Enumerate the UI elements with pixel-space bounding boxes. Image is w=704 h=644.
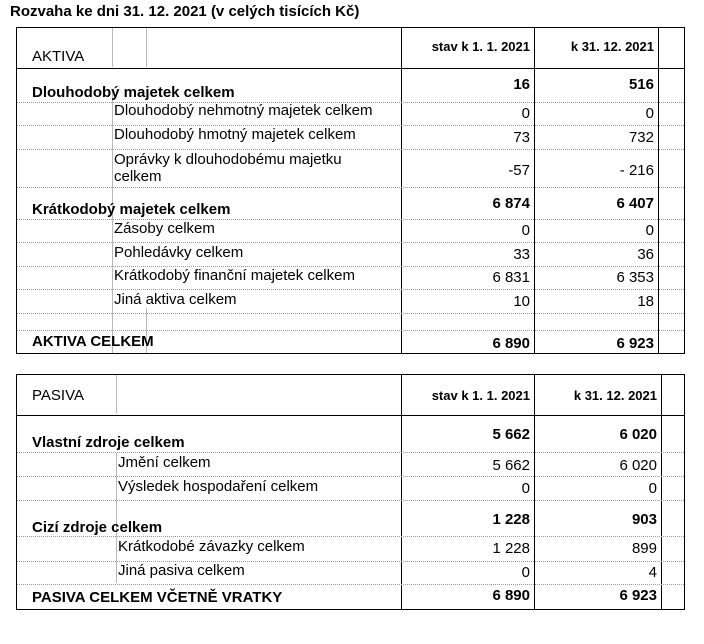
row-value-start: 73: [513, 129, 530, 146]
row-value-start: 5 662: [492, 426, 530, 443]
row-label: Jiná pasiva celkem: [118, 562, 245, 579]
row-label: Výsledek hospodaření celkem: [118, 478, 319, 495]
column-header-end: k 31. 12. 2021: [573, 388, 657, 403]
row-value-end: 899: [631, 540, 657, 557]
row-value-end: 18: [637, 293, 654, 310]
total-label: PASIVA CELKEM VČETNĚ VRATKY: [32, 589, 283, 606]
row-value-end: 516: [628, 76, 654, 93]
row-label: Dlouhodobý nehmotný majetek celkem: [114, 102, 373, 119]
col-divider: [116, 453, 117, 583]
row-value-end: 6 020: [619, 457, 657, 474]
row-separator: [17, 536, 684, 537]
row-value-end: 4: [648, 564, 657, 581]
row-separator: [17, 289, 684, 290]
row-value-end: 0: [648, 480, 657, 497]
column-header-start: stav k 1. 1. 2021: [431, 388, 530, 403]
row-label: Krátkodobý majetek celkem: [32, 201, 231, 218]
column-header-start: stav k 1. 1. 2021: [431, 39, 530, 54]
row-value-end: 732: [628, 129, 654, 146]
row-value-start: 16: [513, 76, 530, 93]
row-value-end: 0: [645, 222, 654, 239]
row-value-start: 0: [521, 222, 530, 239]
row-value-start: 1 228: [492, 540, 530, 557]
column-header-end: k 31. 12. 2021: [570, 39, 654, 54]
row-value-start: 5 662: [492, 457, 530, 474]
total-value-end: 6 923: [616, 335, 654, 352]
row-label: Krátkodobý finanční majetek celkem: [114, 267, 355, 284]
page-title: Rozvaha ke dni 31. 12. 2021 (v celých tisících Kč): [10, 3, 360, 20]
row-separator: [17, 313, 684, 314]
row-label: Vlastní zdroje celkem: [32, 434, 185, 451]
row-value-start: 33: [513, 246, 530, 263]
row-value-start: 0: [521, 105, 530, 122]
col-divider: [146, 28, 147, 67]
row-label: Jiná aktiva celkem: [114, 291, 237, 308]
col-divider: [658, 28, 659, 353]
pasiva-heading: PASIVA: [32, 387, 84, 404]
row-separator: [17, 500, 684, 501]
row-label: Pohledávky celkem: [114, 244, 244, 261]
row-label: Dlouhodobý hmotný majetek celkem: [114, 126, 356, 143]
row-separator: [17, 476, 684, 477]
row-value-end: 6 020: [619, 426, 657, 443]
pasiva-table: [16, 374, 685, 610]
row-value-end: 6 353: [616, 269, 654, 286]
header-separator: [17, 415, 684, 416]
row-value-end: - 216: [619, 162, 654, 179]
row-separator: [17, 330, 684, 331]
row-separator: [17, 187, 684, 188]
row-value-start: 6 874: [492, 195, 530, 212]
row-value-start: 0: [521, 480, 530, 497]
row-value-start: 10: [513, 293, 530, 310]
row-value-end: 6 407: [616, 195, 654, 212]
row-separator: [17, 149, 684, 150]
total-value-end: 6 923: [619, 587, 657, 604]
row-label: Cizí zdroje celkem: [32, 519, 163, 536]
row-label: Krátkodobé závazky celkem: [118, 538, 305, 555]
row-separator: [17, 584, 684, 585]
row-label: Zásoby celkem: [114, 220, 215, 237]
row-value-start: 6 831: [492, 269, 530, 286]
header-separator: [17, 68, 684, 69]
row-label: Dlouhodobý majetek celkem: [32, 84, 235, 101]
row-label: Jmění celkem: [118, 454, 211, 471]
total-label: AKTIVA CELKEM: [32, 333, 154, 350]
total-value-start: 6 890: [492, 587, 530, 604]
col-divider: [112, 28, 113, 67]
aktiva-table: [16, 27, 685, 354]
col-divider: [661, 375, 662, 609]
row-value-start: 1 228: [492, 511, 530, 528]
row-separator: [17, 452, 684, 453]
row-value-start: -57: [508, 162, 530, 179]
row-value-end: 0: [645, 105, 654, 122]
col-divider: [116, 375, 117, 413]
row-label: Oprávky k dlouhodobému majetku celkem: [114, 151, 342, 185]
row-value-start: 0: [521, 564, 530, 581]
aktiva-heading: AKTIVA: [32, 48, 85, 65]
row-separator: [17, 242, 684, 243]
total-value-start: 6 890: [492, 335, 530, 352]
row-value-end: 36: [637, 246, 654, 263]
row-value-end: 903: [631, 511, 657, 528]
